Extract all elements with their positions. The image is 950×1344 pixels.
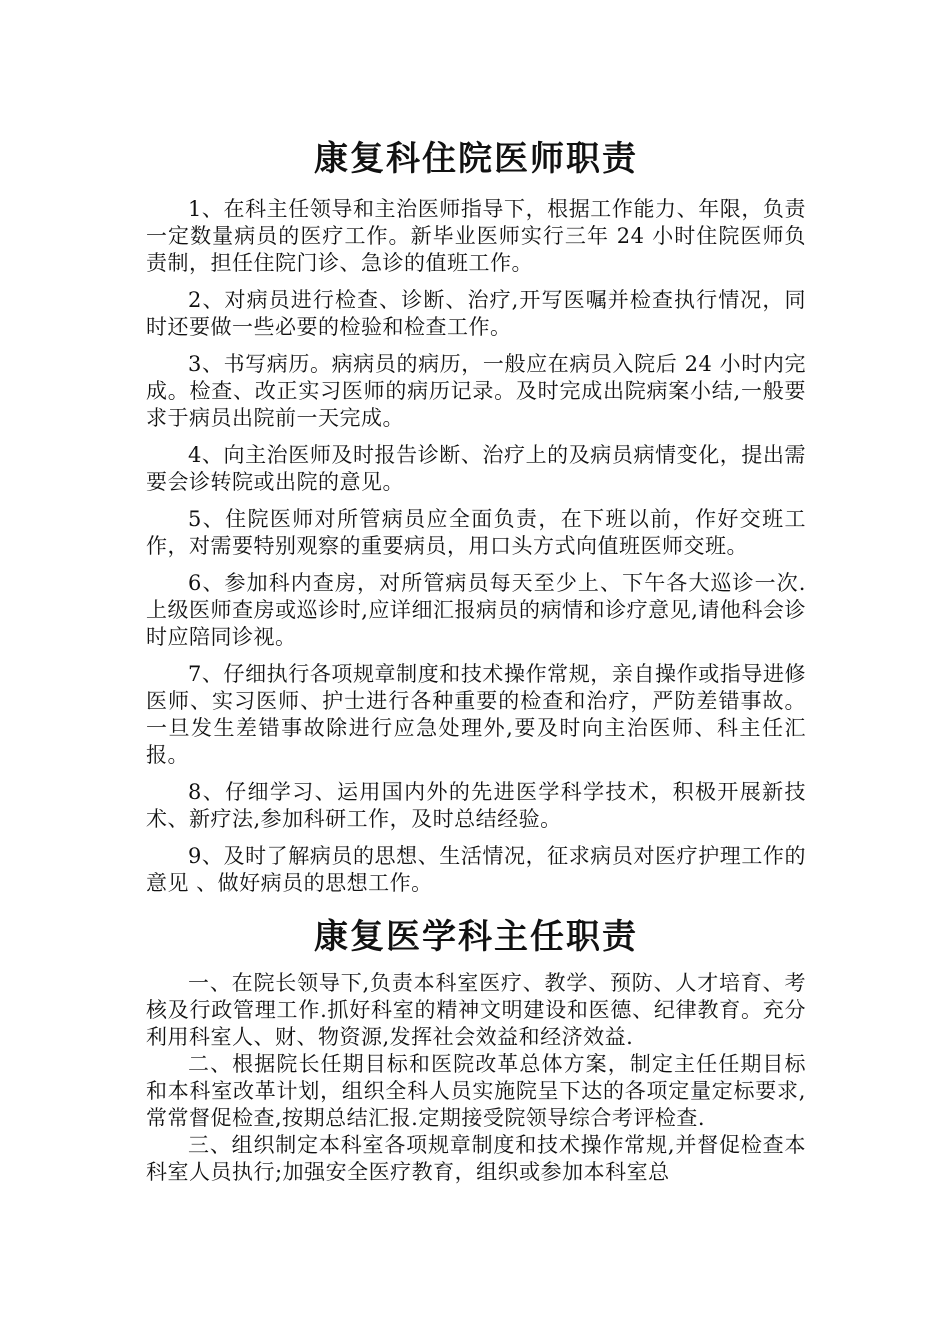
section-director-duties <box>146 912 806 1186</box>
section-title: 康复科住院医师职责 <box>314 139 638 179</box>
paragraph-2: 二、根据院长任期目标和医院改革总体方案，制定主任任期目标和本科室改革计划，组织全科人员实施院呈下达的各项定量定标要求,常常督促检查,按期总结汇报.定期接受院领导综合考评检查. <box>146 1052 806 1130</box>
paragraph-9: 9、及时了解病员的思想、生活情况，征求病员对医疗护理工作的意见 、做好病员的思想工作。 <box>146 844 806 895</box>
paragraph-7: 7、仔细执行各项规章制度和技术操作常规，亲自操作或指导进修医师、实习医师、护士进行各种重要的检查和治疗，严防差错事故。一旦发生差错事故除进行应急处理外,要及时向主治医师、科主任汇报。 <box>146 662 806 767</box>
section-resident-duties <box>146 134 806 907</box>
paragraph-1: 一、在院长领导下,负责本科室医疗、教学、预防、人才培育、考核及行政管理工作.抓好科室的精神文明建设和医德、纪律教育。充分利用科室人、财、物资源,发挥社会效益和经济效益. <box>146 971 806 1049</box>
paragraph-5: 5、住院医师对所管病员应全面负责，在下班以前，作好交班工作，对需要特别观察的重要病员，用口头方式向值班医师交班。 <box>146 507 806 558</box>
paragraph-8: 8、仔细学习、运用国内外的先进医学科学技术，积极开展新技术、新疗法,参加科研工作，及时总结经验。 <box>146 780 806 831</box>
paragraph-4: 4、向主治医师及时报告诊断、治疗上的及病员病情变化，提出需要会诊转院或出院的意见。 <box>146 443 806 494</box>
paragraph-3: 3、书写病历。病病员的病历，一般应在病员入院后 24 小时内完成。检查、改正实习医师的病历记录。及时完成出院病案小结,一般要求于病员出院前一天完成。 <box>146 352 806 430</box>
section-title: 康复医学科主任职责 <box>314 917 638 957</box>
paragraph-2: 2、对病员进行检查、诊断、治疗,开写医嘱并检查执行情况，同时还要做一些必要的检验和检查工作。 <box>146 288 806 339</box>
paragraph-3: 三、组织制定本科室各项规章制度和技术操作常规,并督促检查本科室人员执行;加强安全医疗教育，组织或参加本科室总 <box>146 1133 806 1184</box>
paragraph-6: 6、参加科内查房，对所管病员每天至少上、下午各大巡诊一次.上级医师查房或巡诊时,应详细汇报病员的病情和诊疗意见,请他科会诊时应陪同诊视。 <box>146 571 806 649</box>
paragraph-1: 1、在科主任领导和主治医师指导下，根据工作能力、年限，负责一定数量病员的医疗工作。新毕业医师实行三年 24 小时住院医师负责制，担任住院门诊、急诊的值班工作。 <box>146 197 806 275</box>
